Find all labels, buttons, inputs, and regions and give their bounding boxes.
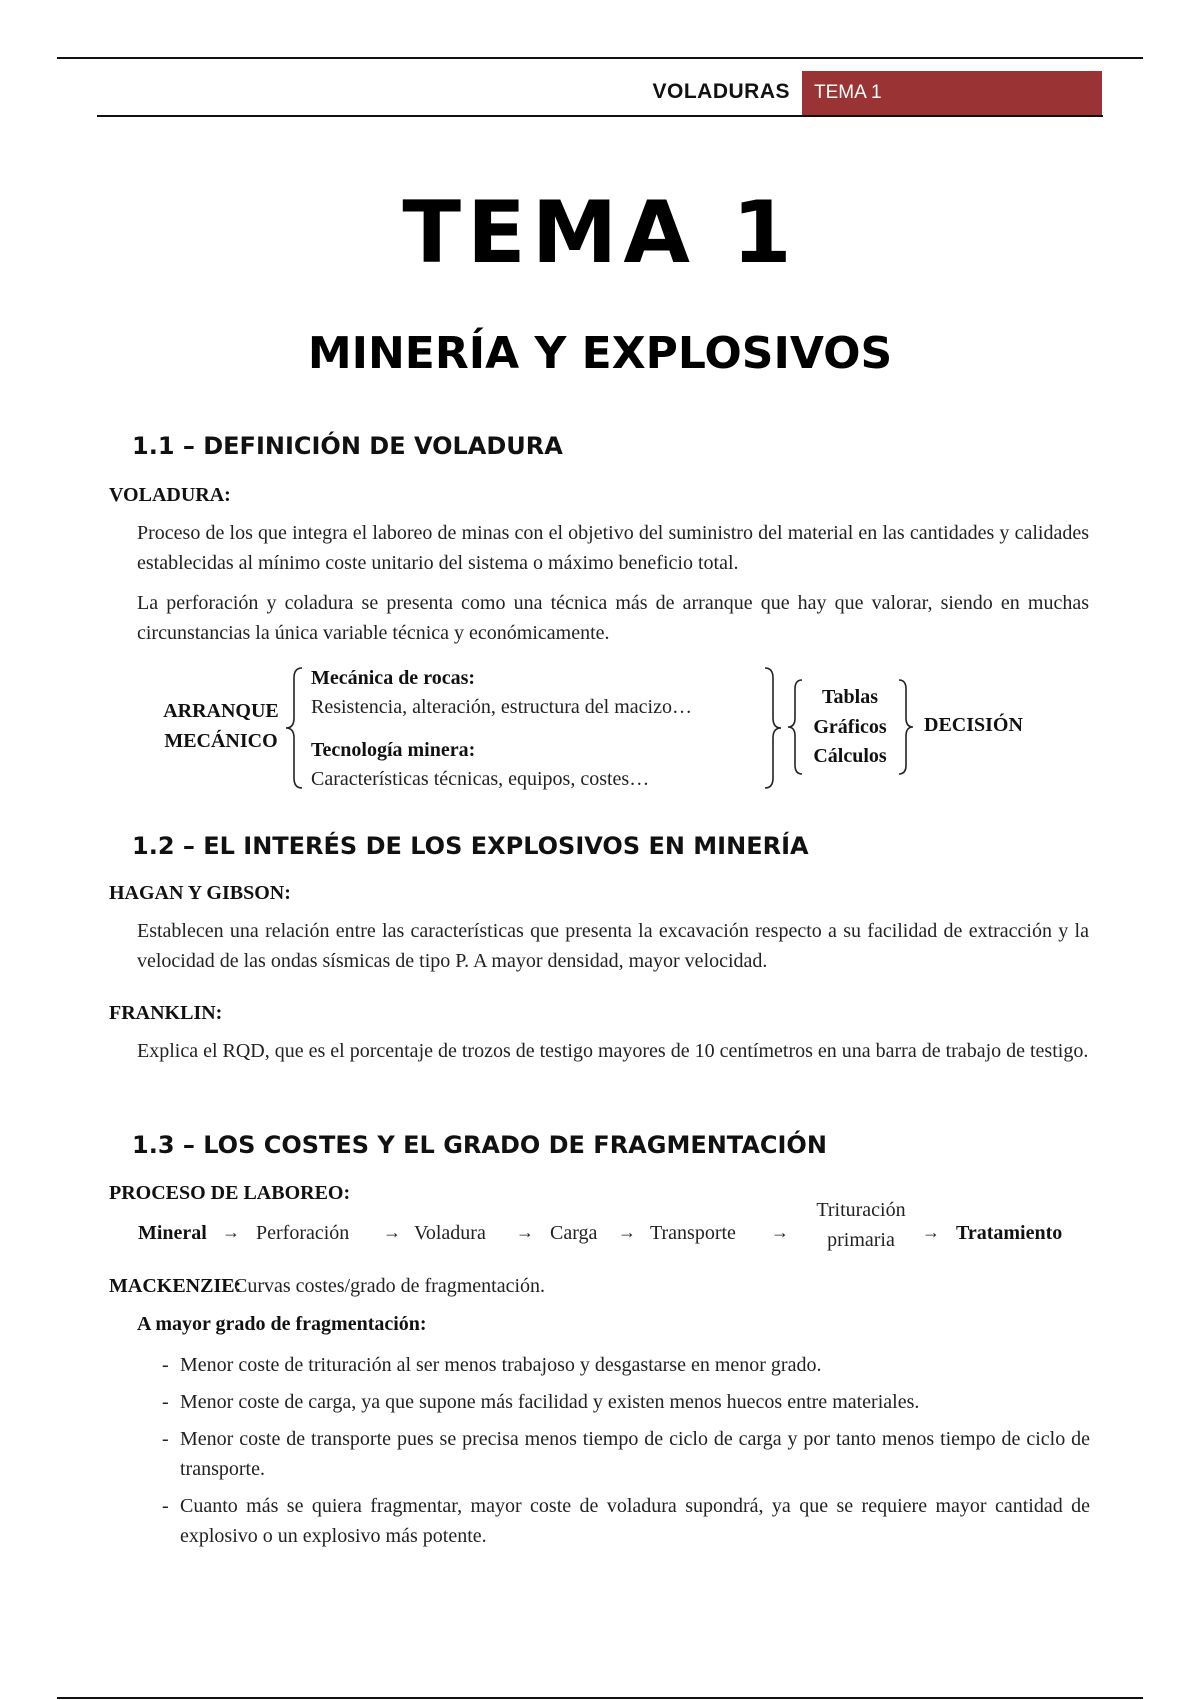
diagram-left-line2: MECÁNICO <box>164 730 278 752</box>
bottom-rule <box>57 1697 1143 1699</box>
diagram-item2-text: Características técnicas, equipos, costes… <box>311 768 650 790</box>
franklin-label: FRANKLIN: <box>109 1002 223 1024</box>
flow-step-carga: Carga <box>550 1222 598 1244</box>
page-subtitle: MINERÍA Y EXPLOSIVOS <box>307 328 893 379</box>
list-item-text: Menor coste de carga, ya que supone más facilidad y existen menos huecos entre materiales. <box>180 1391 920 1413</box>
section-heading-3: 1.3 – LOS COSTES Y EL GRADO DE FRAGMENTACIÓN <box>132 1131 827 1159</box>
diagram-tool-graficos: Gráficos <box>813 716 887 738</box>
diagram-item1-title: Mecánica de rocas: <box>311 667 476 689</box>
diagram-left-line1: ARRANQUE <box>163 700 279 722</box>
list-item <box>162 1424 1090 1484</box>
mackenzie-label: MACKENZIE: <box>109 1275 242 1297</box>
flow-arrow-icon: → <box>222 1222 240 1242</box>
list-item <box>162 1491 1090 1551</box>
flow-arrow-icon: → <box>516 1222 534 1242</box>
voladura-label: VOLADURA: <box>109 484 231 506</box>
hagan-gibson-label: HAGAN Y GIBSON: <box>109 882 291 904</box>
flow-arrow-icon: → <box>771 1222 789 1242</box>
flow-arrow-icon: → <box>922 1222 940 1242</box>
flow-arrow-icon: → <box>383 1222 401 1242</box>
list-item-text: Cuanto más se quiera fragmentar, mayor coste de voladura supondrá, ya que se requiere mayor cantidad de explosivo o un explosivo más potente. <box>180 1495 1090 1547</box>
section-heading-1: 1.1 – DEFINICIÓN DE VOLADURA <box>132 432 563 460</box>
fragmentation-list <box>162 1350 1090 1558</box>
flow-step-primaria: primaria <box>827 1229 895 1251</box>
brace-left-open-icon <box>286 668 302 788</box>
mackenzie-text: Curvas costes/grado de fragmentación. <box>234 1275 546 1297</box>
diagram-item1-text: Resistencia, alteración, estructura del macizo… <box>311 696 692 718</box>
proceso-laboreo-label: PROCESO DE LABOREO: <box>109 1182 351 1204</box>
bullet-dash-icon: - <box>162 1391 169 1413</box>
header-title: VOLADURAS <box>652 80 790 103</box>
flow-step-transporte: Transporte <box>650 1222 736 1244</box>
section-heading-2: 1.2 – EL INTERÉS DE LOS EXPLOSIVOS EN MINERÍA <box>132 832 809 860</box>
hagan-gibson-paragraph: Establecen una relación entre las características que presenta la excavación respecto a su facilidad de extracción y la velocidad de las ondas sísmicas de tipo P. A mayor densidad, mayor velocidad. <box>137 920 1089 972</box>
fragmentation-sublabel: A mayor grado de fragmentación: <box>137 1313 427 1335</box>
flow-step-tratamiento: Tratamiento <box>956 1222 1063 1244</box>
top-rule <box>57 57 1143 59</box>
list-item <box>162 1387 1090 1417</box>
list-item-text: Menor coste de trituración al ser menos trabajoso y desgastarse en menor grado. <box>180 1354 822 1376</box>
flow-step-voladura: Voladura <box>414 1222 486 1244</box>
flow-step-mineral: Mineral <box>138 1222 207 1244</box>
flow-step-trituracion: Trituración <box>816 1199 906 1221</box>
diagram-tool-tablas: Tablas <box>822 686 878 708</box>
page-title: TEMA 1 <box>402 183 798 283</box>
bullet-dash-icon: - <box>162 1428 169 1450</box>
franklin-paragraph: Explica el RQD, que es el porcentaje de trozos de testigo mayores de 10 centímetros en una barra de trabajo de testigo. <box>137 1040 1089 1062</box>
header-tag: TEMA 1 <box>802 71 1102 116</box>
diagram-tool-calculos: Cálculos <box>813 745 887 767</box>
flow-arrow-icon: → <box>618 1222 636 1242</box>
voladura-paragraph-1: Proceso de los que integra el laboreo de minas con el objetivo del suministro del material en las cantidades y calidades establecidas al mínimo coste unitario del sistema o máximo beneficio total. <box>137 522 1089 574</box>
list-item <box>162 1350 1090 1380</box>
brace-tools-close-icon <box>899 680 913 774</box>
header-rule <box>97 115 1103 117</box>
bullet-dash-icon: - <box>162 1354 169 1376</box>
diagram-result: DECISIÓN <box>924 714 1023 736</box>
voladura-paragraph-2: La perforación y coladura se presenta como una técnica más de arranque que hay que valorar, siendo en muchas circunstancias la única variable técnica y económicamente. <box>137 592 1089 644</box>
bullet-dash-icon: - <box>162 1495 169 1517</box>
flow-step-perforacion: Perforación <box>256 1222 350 1244</box>
brace-middle-close-icon <box>765 668 781 788</box>
list-item-text: Menor coste de transporte pues se precisa menos tiempo de ciclo de carga y por tanto menos tiempo de ciclo de transporte. <box>180 1428 1090 1480</box>
diagram-item2-title: Tecnología minera: <box>311 739 476 761</box>
